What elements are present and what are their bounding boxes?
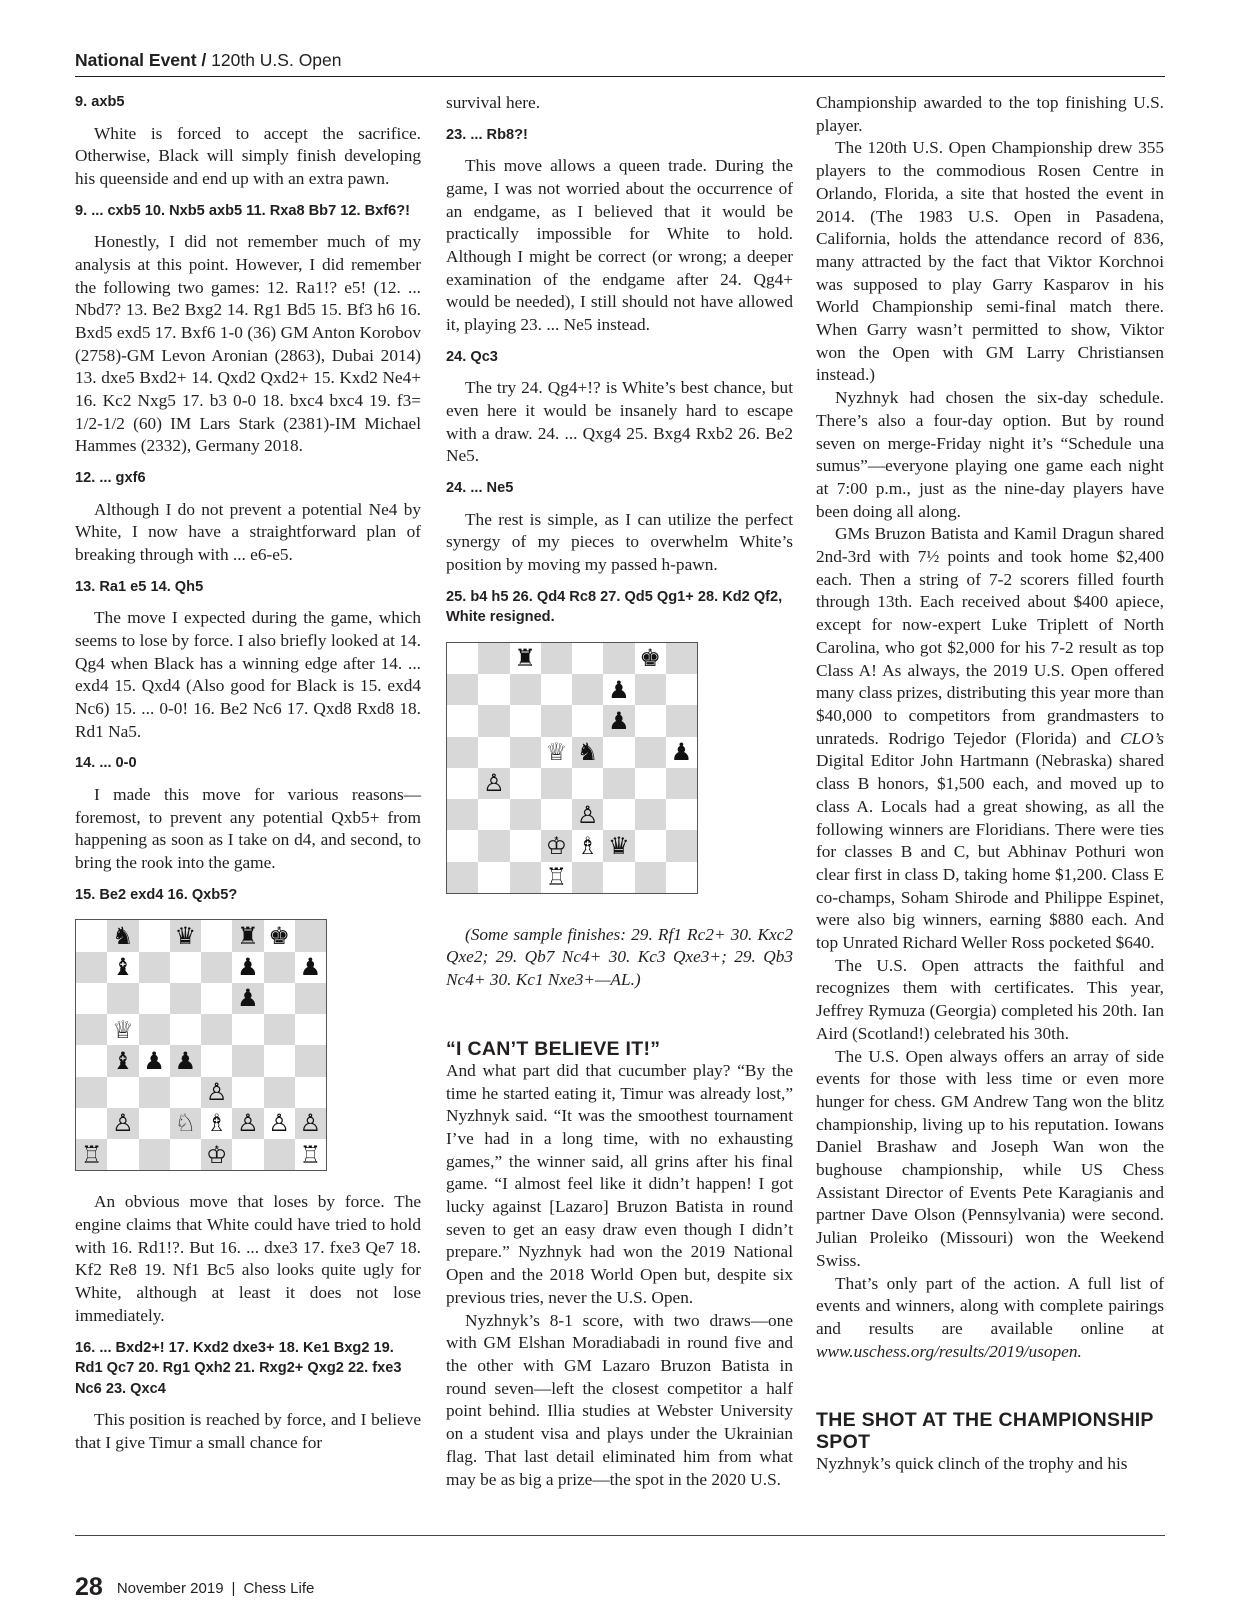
section-heading: THE SHOT AT THE CHAMPIONSHIP SPOT [816,1409,1154,1454]
board-square [478,705,509,736]
paragraph: GMs Bruzon Batista and Kamil Dragun shared 2nd-3rd with 7½ points and took home $2,400 each. Then a string of 7-2 scorers filled fourth through 13th. Each received about $400 apiece, except for now-expert Luke Triplett of North Carolina, who got $2,000 for his 7-2 result as top Class A! As always, the 2019 U.S. Open offered many class prizes, distributing this year more than $40,000 to competitors from grandmasters to unrateds. Rodrigo Tejedor (Florida) and CLO’s Digital Editor John Hartmann (Nebraska) shared class B honors, $1,500 each, and moved up to class A. Locals had a great showing, as all the following winners are Floridians. There were ties for classes B and C, but Abhinav Pothuri won clear first in class D, taking home $1,200. Class E co-champs, Soham Shirode and Philippe Espinet, were also big winners, earning $880 each. And top Unrated Richard Weller Ross pocketed $640. [816,524,1164,953]
results-url: www.uschess.org/results/2019/usopen. [816,1341,1082,1361]
board-square [170,1139,201,1170]
column-2 [446,92,793,1491]
board-square [541,705,572,736]
chess-piece-square: ♙ [201,1077,232,1108]
chess-piece-square: ♝ [107,952,138,983]
board-square [170,952,201,983]
paragraph: The move I expected during the game, which seems to lose by force. I also briefly looked at 14. Qg4 when Black has a winning edge after 14. ... exd4 15. Qxd4 (Also good for Black is 15. exd4 Nc6) 15. ... 0-0! 16. Be2 Nc6 17. Qxd8 Rxd8 18. Rd1 Na5. [75,608,421,741]
move-heading: 15. Be2 exd4 16. Qxb5? [75,886,238,903]
chess-piece-square: ♛ [603,830,634,861]
board-square [107,1139,138,1170]
board-square [264,1077,295,1108]
move-heading: 23. ... Rb8?! [446,126,528,143]
chess-piece-square: ♜ [510,643,541,674]
chess-piece-square: ♟ [603,705,634,736]
board-square [666,768,697,799]
issue-date: November 2019 [116,1580,224,1597]
chess-diagram-2 [446,642,698,894]
board-square [510,737,541,768]
board-square [447,799,478,830]
board-square [76,983,107,1014]
board-square [572,768,603,799]
board-square [264,1045,295,1076]
paragraph: The 120th U.S. Open Championship drew 355 players to the commodious Rosen Centre in Orlando, Florida, a site that hosted the event in 2014. (The 1983 U.S. Open in Pasadena, California, holds the attendance record of 836, many attracted by the fact that Viktor Korchnoi was supposed to play Garry Kasparov in his World Championship semi-final match there. When Garry wasn’t permitted to show, Viktor won the Open with GM Larry Christiansen instead.) [816,138,1164,385]
board-square [76,1045,107,1076]
paragraph: The U.S. Open attracts the faithful and recognizes them with certificates. This year, Jeffrey Rymuza (Georgia) completed his 20th. Ian Aird (Scotland!) celebrated his 30th. [816,955,1164,1043]
board-square [76,1077,107,1108]
chess-piece-square: ♙ [295,1108,326,1139]
paragraph: Championship awarded to the top finishing U.S. player. [816,93,1164,135]
board-square [478,737,509,768]
board-square [510,799,541,830]
chess-piece-square: ♝ [107,1045,138,1076]
chess-piece-square: ♙ [264,1108,295,1139]
board-square [635,674,666,705]
chess-diagram-1 [75,919,327,1171]
move-heading: 12. ... gxf6 [75,470,146,487]
board-square [541,643,572,674]
board-square [572,674,603,705]
chess-piece-square: ♔ [201,1139,232,1170]
board-square [635,705,666,736]
paragraph: Nyzhnyk’s 8-1 score, with two draws—one with GM Elshan Moradiabadi in round five and the other with GM Lazaro Bruzon Batista in round seven—left the closest competitor a half point behind. Illia studies at Webster University on a student visa and plays under the Ukrainian flag. That last detail eliminated him from what may be as big a prize—the spot in the 2020 U.S. [446,1310,793,1489]
chess-piece-square: ♟ [170,1045,201,1076]
paragraph: Although I do not prevent a potential Ne4 by White, I now have a straightforward plan of breaking through with ... e6-e5. [75,499,421,565]
paragraph: The rest is simple, as I can utilize the perfect synergy of my pieces to overwhelm White’s position by moving my passed h-pawn. [446,509,793,575]
board-square [666,643,697,674]
board-square [76,1108,107,1139]
board-square [232,1077,263,1108]
board-square [666,799,697,830]
board-square [603,643,634,674]
board-square [295,1077,326,1108]
chess-piece-square: ♙ [232,1108,263,1139]
board-square [478,799,509,830]
board-square [510,830,541,861]
board-square [603,737,634,768]
board-square [447,705,478,736]
move-heading: 24. ... Ne5 [446,480,514,497]
paragraph: White is forced to accept the sacrifice. Otherwise, Black will simply finish developing his queenside and end up with an extra pawn. [75,123,421,188]
paragraph: Honestly, I did not remember much of my analysis at this point. However, I did remember the following two games: 12. Ra1!? e5! (12. ... Nbd7? 13. Be2 Bxg2 14. Rg1 Bd5 15. Bf3 h6 16. Bxd5 exd5 17. Bxf6 1-0 (36) GM Anton Korobov (2758)-GM Levon Aronian (2863), Dubai 2014) 13. dxe5 Bxd2+ 14. Qxd2 Qxd2+ 15. Kxd2 Ne4+ 16. Kc2 Nxg5 17. b3 0-0 18. bxc4 bxc4 19. f3= 1/2-1/2 (60) IM Lars Stark (2381)-IM Michael Hammes (2332), Germany 2018. [75,232,421,456]
board-square [295,1045,326,1076]
board-square [264,983,295,1014]
chess-piece-square: ♛ [170,920,201,951]
board-square [510,768,541,799]
board-square [139,983,170,1014]
board-square [635,830,666,861]
board-square [666,674,697,705]
chess-piece-square: ♖ [541,862,572,893]
chess-piece-square: ♔ [541,830,572,861]
paragraph: Nyzhnyk’s quick clinch of the trophy and his [816,1454,1128,1474]
board-square [170,1077,201,1108]
board-square [107,983,138,1014]
board-square [478,674,509,705]
magazine-name: Chess Life [243,1580,315,1597]
paragraph: An obvious move that loses by force. The engine claims that White could have tried to hold with 16. Rd1!?. But 16. ... dxe3 17. fxe3 Qe7 18. Kf2 Re8 19. Nf1 Bc5 also looks quite ugly for White, although at least it does not lose immediately. [75,1192,421,1325]
board-square [666,705,697,736]
board-square [76,920,107,951]
board-square [447,674,478,705]
chess-piece-square: ♙ [478,768,509,799]
chess-piece-square: ♘ [170,1108,201,1139]
section-subtitle: 120th U.S. Open [206,50,342,70]
board-square [447,830,478,861]
board-square [447,643,478,674]
move-heading: 14. ... 0-0 [75,755,137,772]
chess-piece-square: ♟ [232,983,263,1014]
board-square [76,952,107,983]
paragraph: survival here. [446,93,541,112]
board-square [139,1108,170,1139]
board-square [295,920,326,951]
board-square [478,830,509,861]
paragraph: I made this move for various reasons—foremost, to prevent any potential Qxb5+ from happening as soon as I take on d4, and second, to bring the rook into the game. [75,784,421,873]
column-3 [816,92,1164,1476]
chess-piece-square: ♟ [232,952,263,983]
board-square [541,768,572,799]
board-square [478,862,509,893]
column-1 [75,92,421,1454]
paragraph: The U.S. Open always offers an array of side events for those with less time or even more hunger for chess. GM Andrew Tang won the blitz championship, living up to his reputation. Iowans Daniel Brashaw and Joseph Wan won the bughouse championship, while US Chess Assistant Director of Events Pete Karagianis and partner Dave Olson (Pennsylvania) were second. Julian Proleiko (Missouri) won the Weekend Swiss. [816,1046,1164,1270]
board-square [447,737,478,768]
board-square [264,1139,295,1170]
move-heading: 9. axb5 [75,94,125,110]
page-footer [75,1572,314,1604]
chess-piece-square: ♟ [603,674,634,705]
footer-separator: | [231,1580,236,1597]
board-square [139,952,170,983]
board-square [541,799,572,830]
chess-piece-square: ♞ [572,737,603,768]
board-square [510,862,541,893]
board-square [635,768,666,799]
board-square [635,799,666,830]
board-square [635,737,666,768]
board-square [603,799,634,830]
board-square [478,643,509,674]
move-heading: 25. b4 h5 26. Qd4 Rc8 27. Qd5 Qg1+ 28. Kd2 Qf2, White resigned. [446,588,783,626]
board-square [232,1014,263,1045]
board-square [295,983,326,1014]
board-square [572,862,603,893]
board-square [264,952,295,983]
board-square [76,1014,107,1045]
move-heading: 24. Qc3 [446,348,498,365]
board-square [107,1077,138,1108]
chess-piece-square: ♗ [201,1108,232,1139]
paragraph: This move allows a queen trade. During the game, I was not worried about the occurrence of an endgame, as I believed that it would be practically impossible for White to hold. Although I might be correct (or wrong; a deeper examination of the endgame after 24. Qg4+ would be needed), I still should not have allowed it, playing 23. ... Ne5 instead. [446,156,793,335]
board-square [572,643,603,674]
chess-piece-square: ♖ [295,1139,326,1170]
chess-piece-square: ♙ [107,1108,138,1139]
board-square [510,705,541,736]
chess-piece-square: ♚ [264,920,295,951]
chess-piece-square: ♙ [572,799,603,830]
running-header [75,48,1165,77]
paragraph: The try 24. Qg4+!? is White’s best chance, but even here it would be insanely hard to escape with a draw. 24. ... Qxg4 25. Bxg4 Rxb2 26. Be2 Ne5. [446,378,793,466]
move-heading: 9. ... cxb5 10. Nxb5 axb5 11. Rxa8 Bb7 12. Bxf6?! [75,202,411,219]
board-square [201,1045,232,1076]
diagram-caption: (Some sample finishes: 29. Rf1 Rc2+ 30. Kxc2 Qxe2; 29. Qb7 Nc4+ 30. Kc3 Qxe3+; 29. Qb3 Nc4+ 30. Kc1 Nxe3+—AL.) [446,924,793,990]
section-heading: “I CAN’T BELIEVE IT!” [446,1037,661,1060]
page-number: 28 [75,1573,103,1601]
board-square [232,1045,263,1076]
board-square [201,952,232,983]
board-square [170,1014,201,1045]
clo-italic: CLO’s [1120,728,1164,748]
chess-piece-square: ♗ [572,830,603,861]
chess-piece-square: ♞ [107,920,138,951]
paragraph: And what part did that cucumber play? “By the time he started eating it, Timur was already lost,” Nyzhnyk said. “It was the smoothest tournament I’ve had in a long time, with no exhausting games,” the winner said, all grins after his final game. “I almost feel like it didn’t happen! I got lucky against [Lazaro] Bruzon Batista in round seven to get an easy draw even though I didn’t prepare.” Nyzhnyk had won the 2019 National Open and the 2018 World Open but, despite six previous tries, never the U.S. Open. [446,1060,793,1307]
chess-piece-square: ♚ [635,643,666,674]
chess-piece-square: ♕ [541,737,572,768]
chess-piece-square: ♖ [76,1139,107,1170]
paragraph: That’s only part of the action. A full list of events and winners, along with complete pairings and results are available online at www.uschess.org/results/2019/usopen. [816,1273,1164,1361]
board-square [447,768,478,799]
move-heading: 16. ... Bxd2+! 17. Kxd2 dxe3+ 18. Ke1 Bxg2 19. Rd1 Qc7 20. Rg1 Qxh2 21. Rxg2+ Qxg2 22. fxe3 Nc6 23. Qxc4 [75,1339,402,1397]
chess-piece-square: ♟ [295,952,326,983]
board-square [264,1014,295,1045]
board-square [635,862,666,893]
paragraph: This position is reached by force, and I believe that I give Timur a small chance for [75,1410,421,1452]
chess-piece-square: ♕ [107,1014,138,1045]
section-name: National Event / [75,50,207,70]
board-square [139,1014,170,1045]
board-square [170,983,201,1014]
board-square [201,983,232,1014]
board-square [603,768,634,799]
board-square [139,920,170,951]
move-heading: 13. Ra1 e5 14. Qh5 [75,578,204,595]
board-square [201,1014,232,1045]
board-square [139,1077,170,1108]
chess-piece-square: ♜ [232,920,263,951]
board-square [232,1139,263,1170]
board-square [201,920,232,951]
board-square [139,1139,170,1170]
board-square [666,830,697,861]
board-square [666,862,697,893]
paragraph: Nyzhnyk had chosen the six-day schedule. There’s also a four-day option. But by round seven on merge-Friday night it’s “Schedule una sumus”—everyone playing one game each night at 7:00 p.m., just as the nine-day players have been doing all along. [816,388,1164,521]
board-square [447,862,478,893]
footer-rule [75,1535,1165,1536]
chess-piece-square: ♟ [666,737,697,768]
board-square [541,674,572,705]
chess-piece-square: ♟ [139,1045,170,1076]
board-square [603,862,634,893]
board-square [510,674,541,705]
board-square [295,1014,326,1045]
board-square [572,705,603,736]
